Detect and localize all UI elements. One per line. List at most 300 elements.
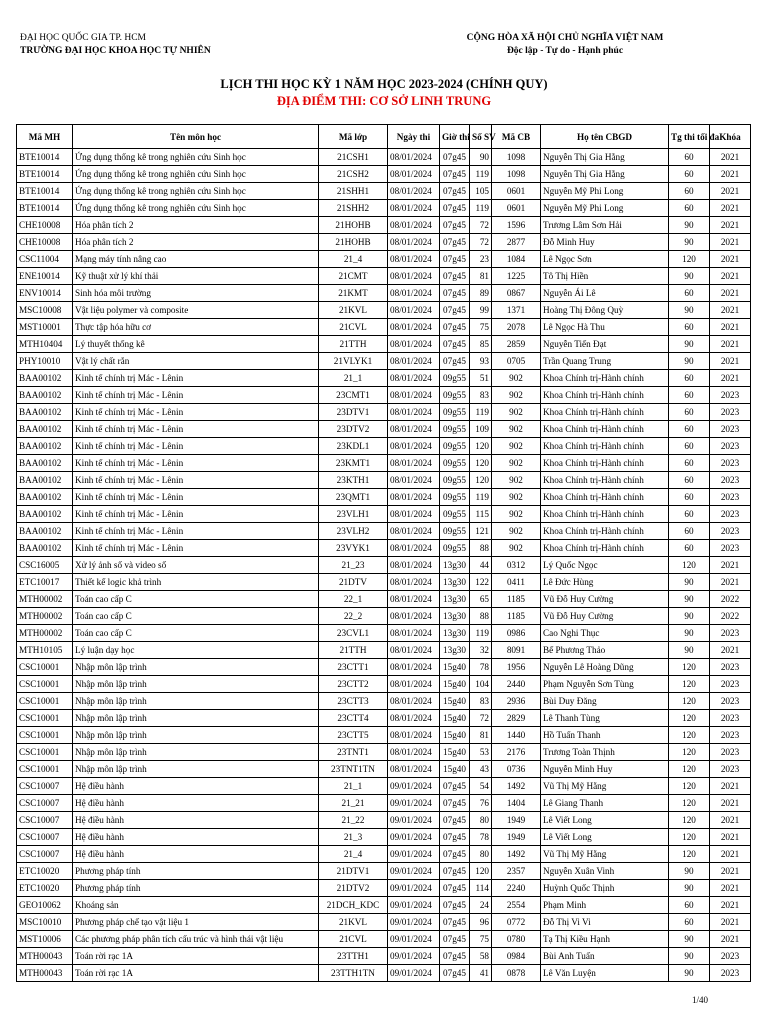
- cell-student-count: 72: [470, 234, 492, 251]
- cell-course-code: CHE10008: [17, 217, 73, 234]
- table-row: [17, 149, 751, 166]
- cell-exam-time: 07g45: [440, 812, 470, 829]
- cell-lecturer-code: 1098: [492, 166, 541, 183]
- cell-lecturer-name: Lê Viết Long: [541, 829, 669, 846]
- cell-cohort: 2021: [710, 251, 751, 268]
- cell-course-name: Kinh tế chính trị Mác - Lênin: [73, 506, 319, 523]
- cell-course-name: Nhập môn lập trình: [73, 659, 319, 676]
- cell-course-code: MTH00002: [17, 591, 73, 608]
- cell-course-code: CSC10007: [17, 812, 73, 829]
- school-name: TRƯỜNG ĐẠI HỌC KHOA HỌC TỰ NHIÊN: [20, 46, 211, 56]
- table-row: [17, 404, 751, 421]
- cell-max-duration: 90: [669, 302, 710, 319]
- cell-exam-time: 15g40: [440, 659, 470, 676]
- cell-course-name: Hóa phân tích 2: [73, 217, 319, 234]
- cell-class-code: 21KVL: [319, 302, 388, 319]
- table-header-row: [17, 125, 751, 149]
- cell-max-duration: 120: [669, 251, 710, 268]
- cell-lecturer-code: 0986: [492, 625, 541, 642]
- cell-exam-date: 08/01/2024: [388, 438, 440, 455]
- cell-class-code: 23KTH1: [319, 472, 388, 489]
- cell-max-duration: 90: [669, 268, 710, 285]
- table-row: [17, 523, 751, 540]
- cell-course-name: Kinh tế chính trị Mác - Lênin: [73, 540, 319, 557]
- cell-cohort: 2023: [710, 625, 751, 642]
- cell-course-name: Toán cao cấp C: [73, 608, 319, 625]
- cell-student-count: 78: [470, 659, 492, 676]
- cell-lecturer-name: Nguyễn Thị Gia Hằng: [541, 149, 669, 166]
- cell-cohort: 2021: [710, 812, 751, 829]
- cell-lecturer-name: Nguyễn Tiến Đạt: [541, 336, 669, 353]
- cell-exam-date: 08/01/2024: [388, 455, 440, 472]
- cell-student-count: 85: [470, 336, 492, 353]
- table-row: [17, 778, 751, 795]
- cell-exam-date: 08/01/2024: [388, 625, 440, 642]
- cell-lecturer-code: 1949: [492, 812, 541, 829]
- cell-cohort: 2022: [710, 591, 751, 608]
- cell-course-code: MST10006: [17, 931, 73, 948]
- cell-exam-time: 09g55: [440, 387, 470, 404]
- cell-lecturer-code: 902: [492, 370, 541, 387]
- cell-lecturer-name: Đỗ Thị Vi Vi: [541, 914, 669, 931]
- table-row: [17, 302, 751, 319]
- cell-exam-date: 08/01/2024: [388, 761, 440, 778]
- cell-student-count: 115: [470, 506, 492, 523]
- cell-course-name: Khoáng sản: [73, 897, 319, 914]
- cell-lecturer-code: 902: [492, 421, 541, 438]
- cell-exam-time: 09g55: [440, 489, 470, 506]
- cell-max-duration: 120: [669, 795, 710, 812]
- cell-exam-date: 08/01/2024: [388, 489, 440, 506]
- cell-lecturer-name: Lý Quốc Ngọc: [541, 557, 669, 574]
- cell-course-name: Ứng dụng thống kê trong nghiên cứu Sinh học: [73, 166, 319, 183]
- cell-lecturer-code: 902: [492, 472, 541, 489]
- table-row: [17, 625, 751, 642]
- cell-max-duration: 60: [669, 387, 710, 404]
- cell-cohort: 2023: [710, 489, 751, 506]
- cell-lecturer-name: Vũ Đỗ Huy Cường: [541, 608, 669, 625]
- cell-course-code: CSC10007: [17, 846, 73, 863]
- cell-max-duration: 90: [669, 931, 710, 948]
- cell-lecturer-name: Lê Đức Hùng: [541, 574, 669, 591]
- cell-max-duration: 120: [669, 846, 710, 863]
- cell-course-code: CSC10007: [17, 778, 73, 795]
- cell-cohort: 2023: [710, 676, 751, 693]
- cell-lecturer-code: 1225: [492, 268, 541, 285]
- cell-max-duration: 60: [669, 319, 710, 336]
- cell-student-count: 120: [470, 438, 492, 455]
- cell-lecturer-code: 1949: [492, 829, 541, 846]
- cell-class-code: 23TNT1: [319, 744, 388, 761]
- cell-cohort: 2023: [710, 659, 751, 676]
- cell-cohort: 2023: [710, 710, 751, 727]
- cell-lecturer-code: 902: [492, 455, 541, 472]
- cell-exam-time: 09g55: [440, 523, 470, 540]
- cell-cohort: 2021: [710, 336, 751, 353]
- cell-cohort: 2021: [710, 353, 751, 370]
- cell-student-count: 78: [470, 829, 492, 846]
- cell-cohort: 2023: [710, 472, 751, 489]
- cell-course-name: Hệ điều hành: [73, 795, 319, 812]
- cell-course-code: ETC10020: [17, 880, 73, 897]
- cell-student-count: 120: [470, 863, 492, 880]
- cell-course-name: Kinh tế chính trị Mác - Lênin: [73, 472, 319, 489]
- cell-lecturer-name: Tạ Thị Kiều Hạnh: [541, 931, 669, 948]
- cell-cohort: 2021: [710, 319, 751, 336]
- cell-student-count: 65: [470, 591, 492, 608]
- cell-class-code: 23VYK1: [319, 540, 388, 557]
- cell-lecturer-code: 0984: [492, 948, 541, 965]
- cell-class-code: 22_2: [319, 608, 388, 625]
- cell-lecturer-code: 902: [492, 540, 541, 557]
- cell-student-count: 54: [470, 778, 492, 795]
- cell-course-name: Hệ điều hành: [73, 812, 319, 829]
- cell-course-code: BAA00102: [17, 404, 73, 421]
- cell-max-duration: 90: [669, 608, 710, 625]
- cell-student-count: 90: [470, 149, 492, 166]
- cell-course-name: Hóa phân tích 2: [73, 234, 319, 251]
- cell-course-name: Thiết kế logic khả trình: [73, 574, 319, 591]
- table-row: [17, 421, 751, 438]
- cell-lecturer-code: 1492: [492, 778, 541, 795]
- cell-student-count: 105: [470, 183, 492, 200]
- table-row: [17, 727, 751, 744]
- cell-course-name: Phương pháp tính: [73, 863, 319, 880]
- cell-exam-date: 09/01/2024: [388, 778, 440, 795]
- cell-lecturer-code: 1956: [492, 659, 541, 676]
- cell-class-code: 23VLH2: [319, 523, 388, 540]
- table-row: [17, 744, 751, 761]
- cell-cohort: 2023: [710, 948, 751, 965]
- cell-class-code: 21_1: [319, 370, 388, 387]
- cell-course-name: Kinh tế chính trị Mác - Lênin: [73, 370, 319, 387]
- cell-cohort: 2023: [710, 523, 751, 540]
- cell-exam-time: 07g45: [440, 166, 470, 183]
- cell-class-code: 23TTH1: [319, 948, 388, 965]
- cell-exam-date: 08/01/2024: [388, 472, 440, 489]
- cell-max-duration: 60: [669, 540, 710, 557]
- table-row: [17, 965, 751, 982]
- table-row: [17, 897, 751, 914]
- cell-class-code: 23CMT1: [319, 387, 388, 404]
- cell-course-name: Toán rời rạc 1A: [73, 965, 319, 982]
- cell-student-count: 119: [470, 166, 492, 183]
- cell-exam-date: 09/01/2024: [388, 914, 440, 931]
- cell-course-name: Vật liệu polymer và composite: [73, 302, 319, 319]
- cell-course-name: Lý thuyết thống kê: [73, 336, 319, 353]
- cell-course-name: Nhập môn lập trình: [73, 693, 319, 710]
- cell-max-duration: 60: [669, 438, 710, 455]
- cell-exam-time: 07g45: [440, 795, 470, 812]
- cell-cohort: 2023: [710, 421, 751, 438]
- cell-lecturer-code: 0705: [492, 353, 541, 370]
- cell-exam-time: 09g55: [440, 472, 470, 489]
- cell-course-name: Lý luận dạy học: [73, 642, 319, 659]
- cell-lecturer-code: 1404: [492, 795, 541, 812]
- cell-lecturer-name: Nguyễn Xuân Vinh: [541, 863, 669, 880]
- cell-student-count: 75: [470, 931, 492, 948]
- cell-course-name: Kinh tế chính trị Mác - Lênin: [73, 438, 319, 455]
- cell-course-code: CSC10007: [17, 829, 73, 846]
- cell-course-name: Toán cao cấp C: [73, 625, 319, 642]
- cell-cohort: 2021: [710, 914, 751, 931]
- cell-exam-date: 08/01/2024: [388, 251, 440, 268]
- cell-course-code: MSC10008: [17, 302, 73, 319]
- cell-exam-date: 08/01/2024: [388, 591, 440, 608]
- cell-max-duration: 60: [669, 149, 710, 166]
- cell-course-code: CSC16005: [17, 557, 73, 574]
- cell-student-count: 119: [470, 489, 492, 506]
- cell-exam-date: 08/01/2024: [388, 234, 440, 251]
- national-header: [400, 32, 730, 58]
- cell-cohort: 2021: [710, 285, 751, 302]
- cell-class-code: 21HOHB: [319, 234, 388, 251]
- cell-course-code: CHE10008: [17, 234, 73, 251]
- cell-exam-time: 13g30: [440, 625, 470, 642]
- cell-lecturer-name: Khoa Chính trị-Hành chính: [541, 387, 669, 404]
- cell-course-code: BAA00102: [17, 489, 73, 506]
- nation-name: CỘNG HÒA XÃ HỘI CHỦ NGHĨA VIỆT NAM: [466, 33, 664, 43]
- cell-lecturer-code: 0867: [492, 285, 541, 302]
- cell-course-code: MTH10404: [17, 336, 73, 353]
- cell-class-code: 23CTT2: [319, 676, 388, 693]
- cell-exam-time: 07g45: [440, 931, 470, 948]
- cell-student-count: 93: [470, 353, 492, 370]
- cell-exam-time: 15g40: [440, 744, 470, 761]
- table-row: [17, 319, 751, 336]
- cell-student-count: 58: [470, 948, 492, 965]
- cell-student-count: 88: [470, 608, 492, 625]
- cell-lecturer-code: 8091: [492, 642, 541, 659]
- cell-exam-date: 08/01/2024: [388, 523, 440, 540]
- table-row: [17, 472, 751, 489]
- cell-exam-date: 09/01/2024: [388, 829, 440, 846]
- table-row: [17, 370, 751, 387]
- cell-max-duration: 90: [669, 336, 710, 353]
- cell-student-count: 83: [470, 693, 492, 710]
- cell-lecturer-name: Nguyễn Mỹ Phi Long: [541, 183, 669, 200]
- cell-student-count: 32: [470, 642, 492, 659]
- cell-lecturer-name: Bùi Anh Tuấn: [541, 948, 669, 965]
- cell-lecturer-name: Khoa Chính trị-Hành chính: [541, 438, 669, 455]
- cell-exam-date: 08/01/2024: [388, 557, 440, 574]
- cell-lecturer-name: Trần Quang Trung: [541, 353, 669, 370]
- cell-lecturer-code: 1371: [492, 302, 541, 319]
- cell-course-name: Hệ điều hành: [73, 846, 319, 863]
- cell-exam-date: 08/01/2024: [388, 676, 440, 693]
- cell-class-code: 21HOHB: [319, 217, 388, 234]
- cell-cohort: 2021: [710, 642, 751, 659]
- cell-class-code: 21_23: [319, 557, 388, 574]
- cell-max-duration: 90: [669, 234, 710, 251]
- cell-course-name: Nhập môn lập trình: [73, 727, 319, 744]
- col-header-max-duration: Tg thi tối đa: [669, 125, 710, 149]
- cell-cohort: 2022: [710, 608, 751, 625]
- cell-course-code: MTH00002: [17, 608, 73, 625]
- cell-max-duration: 60: [669, 455, 710, 472]
- cell-max-duration: 90: [669, 965, 710, 982]
- cell-student-count: 119: [470, 200, 492, 217]
- cell-max-duration: 60: [669, 472, 710, 489]
- cell-course-code: BAA00102: [17, 438, 73, 455]
- cell-max-duration: 120: [669, 778, 710, 795]
- col-header-cohort: Khóa: [710, 125, 751, 149]
- cell-lecturer-name: Khoa Chính trị-Hành chính: [541, 540, 669, 557]
- cell-lecturer-name: Nguyễn Ái Lê: [541, 285, 669, 302]
- cell-lecturer-name: Nguyễn Lê Hoàng Dũng: [541, 659, 669, 676]
- cell-lecturer-code: 902: [492, 387, 541, 404]
- cell-student-count: 53: [470, 744, 492, 761]
- col-header-exam-time: Giờ thi: [440, 125, 470, 149]
- cell-course-code: CSC10001: [17, 659, 73, 676]
- cell-max-duration: 90: [669, 880, 710, 897]
- table-row: [17, 557, 751, 574]
- cell-exam-time: 09g55: [440, 421, 470, 438]
- cell-lecturer-name: Cao Nghi Thục: [541, 625, 669, 642]
- cell-student-count: 51: [470, 370, 492, 387]
- cell-lecturer-code: 1084: [492, 251, 541, 268]
- cell-lecturer-name: Nguyễn Mỹ Phi Long: [541, 200, 669, 217]
- cell-student-count: 72: [470, 217, 492, 234]
- cell-student-count: 43: [470, 761, 492, 778]
- cell-exam-date: 08/01/2024: [388, 642, 440, 659]
- cell-course-code: BTE10014: [17, 166, 73, 183]
- table-row: [17, 506, 751, 523]
- page-number: 1/40: [692, 995, 709, 1005]
- cell-max-duration: 120: [669, 693, 710, 710]
- cell-course-code: BAA00102: [17, 540, 73, 557]
- cell-course-name: Phương pháp chế tạo vật liệu 1: [73, 914, 319, 931]
- cell-max-duration: 60: [669, 914, 710, 931]
- table-row: [17, 285, 751, 302]
- cell-cohort: 2023: [710, 540, 751, 557]
- cell-lecturer-code: 902: [492, 404, 541, 421]
- cell-class-code: 21CSH2: [319, 166, 388, 183]
- col-header-student-count: Số SV: [470, 125, 492, 149]
- cell-exam-date: 08/01/2024: [388, 710, 440, 727]
- table-row: [17, 642, 751, 659]
- cell-class-code: 21KVL: [319, 914, 388, 931]
- table-row: [17, 812, 751, 829]
- cell-course-name: Kinh tế chính trị Mác - Lênin: [73, 421, 319, 438]
- cell-class-code: 21VLYK1: [319, 353, 388, 370]
- table-row: [17, 914, 751, 931]
- cell-course-name: Kinh tế chính trị Mác - Lênin: [73, 387, 319, 404]
- cell-lecturer-name: Lê Ngọc Hà Thu: [541, 319, 669, 336]
- cell-exam-time: 07g45: [440, 149, 470, 166]
- cell-course-code: CSC10001: [17, 710, 73, 727]
- cell-lecturer-code: 1185: [492, 591, 541, 608]
- cell-student-count: 23: [470, 251, 492, 268]
- cell-cohort: 2023: [710, 761, 751, 778]
- cell-lecturer-code: 2554: [492, 897, 541, 914]
- nation-motto: Độc lập - Tự do - Hạnh phúc: [506, 46, 624, 56]
- cell-class-code: 23DTV1: [319, 404, 388, 421]
- cell-cohort: 2023: [710, 455, 751, 472]
- cell-cohort: 2021: [710, 370, 751, 387]
- table-row: [17, 710, 751, 727]
- cell-exam-date: 08/01/2024: [388, 149, 440, 166]
- cell-exam-time: 07g45: [440, 846, 470, 863]
- cell-exam-date: 08/01/2024: [388, 404, 440, 421]
- cell-max-duration: 60: [669, 421, 710, 438]
- table-row: [17, 608, 751, 625]
- cell-lecturer-name: Khoa Chính trị-Hành chính: [541, 506, 669, 523]
- cell-lecturer-code: 1596: [492, 217, 541, 234]
- cell-student-count: 76: [470, 795, 492, 812]
- table-row: [17, 200, 751, 217]
- exam-location: ĐỊA ĐIỂM THI: CƠ SỞ LINH TRUNG: [276, 94, 492, 108]
- cell-exam-date: 09/01/2024: [388, 897, 440, 914]
- cell-lecturer-code: 902: [492, 438, 541, 455]
- col-header-course-code: Mã MH: [17, 125, 73, 149]
- cell-lecturer-code: 2357: [492, 863, 541, 880]
- cell-cohort: 2021: [710, 149, 751, 166]
- cell-exam-time: 09g55: [440, 506, 470, 523]
- cell-exam-date: 08/01/2024: [388, 336, 440, 353]
- cell-class-code: 21CMT: [319, 268, 388, 285]
- cell-course-name: Toán rời rạc 1A: [73, 948, 319, 965]
- table-row: [17, 234, 751, 251]
- table-row: [17, 591, 751, 608]
- cell-course-code: ETC10020: [17, 863, 73, 880]
- cell-exam-time: 13g30: [440, 608, 470, 625]
- col-header-class-code: Mã lớp: [319, 125, 388, 149]
- cell-class-code: 21_22: [319, 812, 388, 829]
- table-row: [17, 948, 751, 965]
- col-header-lecturer-name: Họ tên CBGD: [541, 125, 669, 149]
- cell-exam-time: 13g30: [440, 642, 470, 659]
- cell-exam-date: 08/01/2024: [388, 183, 440, 200]
- cell-lecturer-name: Khoa Chính trị-Hành chính: [541, 472, 669, 489]
- cell-course-code: MTH00002: [17, 625, 73, 642]
- cell-course-name: Hệ điều hành: [73, 778, 319, 795]
- cell-lecturer-name: Khoa Chính trị-Hành chính: [541, 489, 669, 506]
- cell-course-name: Ứng dụng thống kê trong nghiên cứu Sinh học: [73, 149, 319, 166]
- cell-lecturer-code: 0878: [492, 965, 541, 982]
- table-row: [17, 217, 751, 234]
- cell-exam-time: 13g30: [440, 557, 470, 574]
- cell-course-code: BTE10014: [17, 183, 73, 200]
- cell-exam-time: 09g55: [440, 438, 470, 455]
- cell-student-count: 41: [470, 965, 492, 982]
- cell-course-name: Xử lý ảnh số và video số: [73, 557, 319, 574]
- cell-lecturer-name: Tô Thị Hiền: [541, 268, 669, 285]
- table-row: [17, 863, 751, 880]
- cell-exam-date: 09/01/2024: [388, 812, 440, 829]
- cell-course-name: Ứng dụng thống kê trong nghiên cứu Sinh học: [73, 183, 319, 200]
- cell-lecturer-name: Đỗ Minh Huy: [541, 234, 669, 251]
- cell-lecturer-name: Lê Ngọc Sơn: [541, 251, 669, 268]
- exam-schedule-table: [16, 124, 751, 982]
- table-row: [17, 438, 751, 455]
- cell-lecturer-name: Hoàng Thị Đông Quỳ: [541, 302, 669, 319]
- cell-lecturer-code: 0736: [492, 761, 541, 778]
- cell-course-code: PHY10010: [17, 353, 73, 370]
- cell-exam-date: 08/01/2024: [388, 693, 440, 710]
- table-row: [17, 251, 751, 268]
- cell-course-code: CSC10001: [17, 761, 73, 778]
- cell-max-duration: 60: [669, 200, 710, 217]
- cell-class-code: 21_21: [319, 795, 388, 812]
- cell-exam-time: 09g55: [440, 540, 470, 557]
- cell-exam-time: 07g45: [440, 863, 470, 880]
- cell-student-count: 122: [470, 574, 492, 591]
- cell-cohort: 2021: [710, 778, 751, 795]
- table-row: [17, 387, 751, 404]
- cell-exam-time: 07g45: [440, 200, 470, 217]
- table-row: [17, 455, 751, 472]
